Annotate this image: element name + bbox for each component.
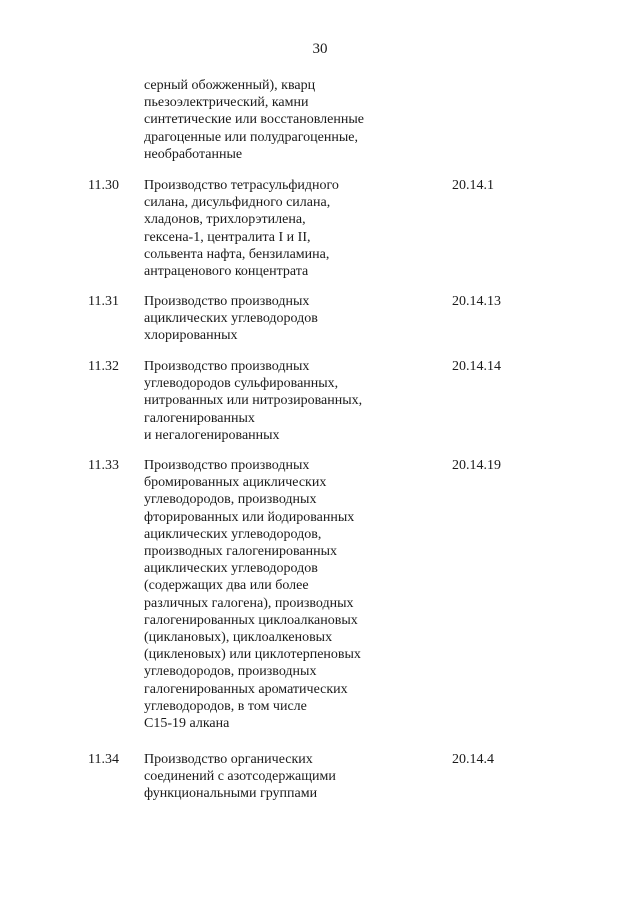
description-line: углеводородов сульфированных,: [144, 376, 339, 392]
description-line: Производство тетрасульфидного: [144, 178, 339, 193]
description-line: соединений с азотсодержащими: [144, 769, 336, 785]
description-line: (цикленовых) или циклотерпеновых: [144, 647, 361, 663]
description-line: синтетические или восстановленные: [144, 112, 364, 128]
description-line: антраценового концентрата: [144, 264, 309, 280]
description-line: бромированных ациклических: [144, 475, 327, 491]
row-description: [144, 751, 424, 803]
description-line: углеводородов, производных: [144, 664, 317, 680]
description-line: серный обожженный), кварц: [144, 78, 316, 93]
row-number: 11.33: [88, 458, 119, 473]
description-line: производных галогенированных: [144, 544, 337, 560]
row-description: [144, 358, 424, 444]
description-line: гексена-1, централита I и II,: [144, 229, 311, 245]
row-number: 11.34: [88, 752, 119, 767]
row-description: [144, 457, 424, 732]
description-line: нитрованных или нитрозированных,: [144, 393, 363, 409]
description-line: силана, дисульфидного силана,: [144, 195, 331, 211]
description-line: Производство производных: [144, 294, 310, 309]
description-line: необработанные: [144, 146, 243, 162]
description-line: Производство производных: [144, 359, 310, 374]
description-line: углеводородов, в том числе: [144, 698, 307, 714]
description-line: драгоценные или полудрагоценные,: [144, 129, 358, 145]
description-line: галогенированных: [144, 410, 255, 426]
description-line: (циклановых), циклоалкеновых: [144, 630, 333, 646]
description-line: хладонов, трихлорэтилена,: [144, 212, 306, 228]
row-code: 20.14.14: [452, 359, 501, 374]
description-line: Производство производных: [144, 458, 310, 473]
description-line: сольвента нафта, бензиламина,: [144, 246, 330, 262]
description-line: хлорированных: [144, 328, 238, 344]
row-code: 20.14.4: [452, 752, 494, 767]
row-code: 20.14.13: [452, 294, 501, 309]
description-line: (содержащих два или более: [144, 578, 309, 594]
description-line: ациклических углеводородов: [144, 311, 318, 327]
description-line: ациклических углеводородов: [144, 561, 318, 577]
description-line: различных галогена), производных: [144, 595, 354, 611]
page-number: 30: [312, 41, 328, 57]
description-line: и негалогенированных: [144, 427, 280, 443]
description-line: углеводородов, производных: [144, 492, 317, 508]
row-number: 11.30: [88, 178, 119, 193]
description-line: галогенированных циклоалкановых: [144, 612, 358, 628]
description-line: Производство органических: [144, 752, 313, 767]
row-number: 11.31: [88, 294, 119, 309]
description-line: фторированных или йодированных: [144, 509, 355, 525]
row-number: 11.32: [88, 359, 119, 374]
continued-description: [144, 77, 424, 163]
description-line: С15-19 алкана: [144, 716, 230, 732]
row-code: 20.14.19: [452, 458, 501, 473]
row-description: [144, 293, 424, 345]
description-line: функциональными группами: [144, 786, 318, 802]
row-description: [144, 177, 424, 280]
description-line: ациклических углеводородов,: [144, 526, 322, 542]
description-line: галогенированных ароматических: [144, 681, 348, 697]
description-line: пьезоэлектрический, камни: [144, 95, 309, 111]
row-code: 20.14.1: [452, 178, 494, 193]
